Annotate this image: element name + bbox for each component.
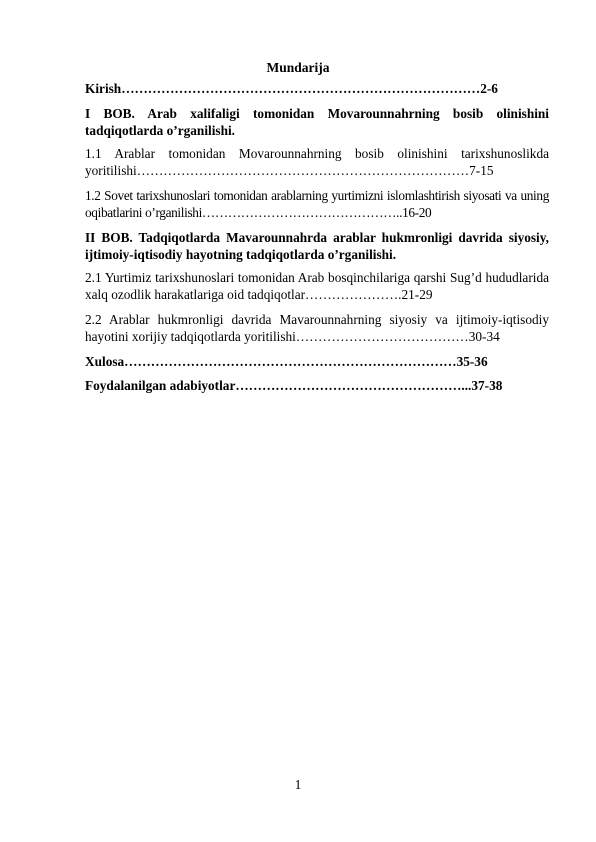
- toc-entry-chapter-1: I BOB. Arab xalifaligi tomonidan Movarounnahrning bosib olinishini tadqiqotlarda o’rganilishi.: [85, 105, 549, 138]
- toc-entry-2-1: 2.1 Yurtimiz tarixshunoslari tomonidan Arab bosqinchilariga qarshi Sug’d hududlarida xalq ozodlik harakatlariga oid tadqiqotlar………………….21-29: [85, 269, 549, 302]
- toc-entry-adabiyotlar: Foydalanilgan adabiyotlar……………………………………………...37-38: [85, 378, 503, 393]
- toc-entry-1-1: 1.1 Arablar tomonidan Movarounnahrning bosib olinishini tarixshunoslikda yoritilishi…………………………………………………………………7-15: [85, 145, 549, 178]
- table-of-contents: [85, 80, 549, 402]
- toc-entry-chapter-2: II BOB. Tadqiqotlarda Mavarounnahrda arablar hukmronligi davrida siyosiy, ijtimoiy-iqtisodiy hayotning tadqiqotlarda o’rganilishi.: [85, 229, 549, 262]
- toc-entry-2-2: 2.2 Arablar hukmronligi davrida Mavarounnahrning siyosiy va ijtimoiy-iqtisodiy hayotini xorijiy tadqiqotlarda yoritilishi…………………………………30-34: [85, 311, 549, 344]
- toc-entry-xulosa: Xulosa…………………………………………………………………35-36: [85, 353, 488, 369]
- toc-entry-1-2: 1.2 Sovet tarixshunoslari tomonidan arablarning yurtimizni islomlashtirish siyosati va uning oqibatlarini o’rganilishi………………………………………..16-20: [85, 187, 549, 220]
- page-number: 1: [294, 777, 302, 792]
- page-title: Mundarija: [266, 60, 330, 75]
- toc-entry-kirish: Kirish………………………………………………………………………2-6: [85, 81, 498, 96]
